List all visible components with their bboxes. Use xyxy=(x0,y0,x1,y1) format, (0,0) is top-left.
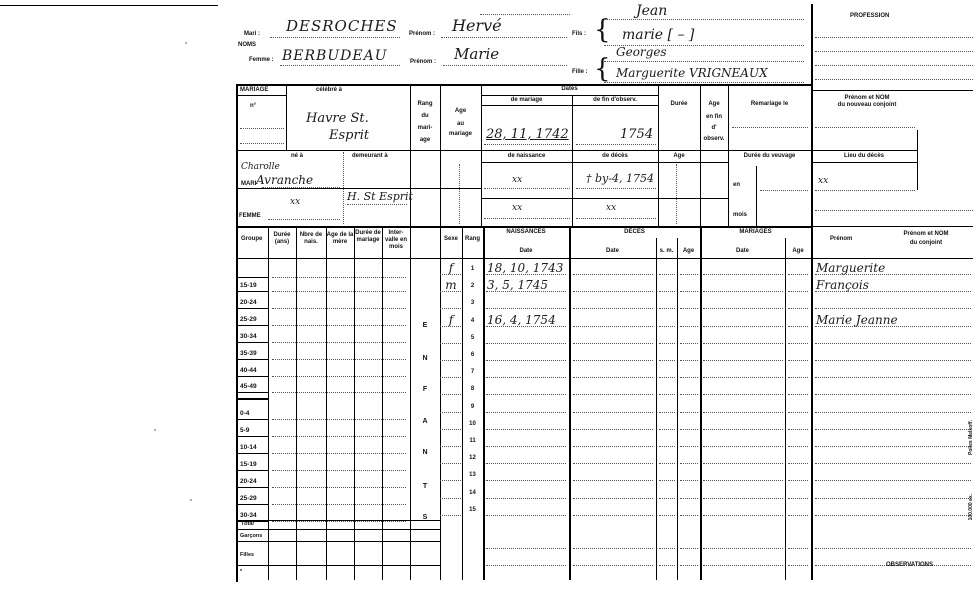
duree-veuvage-label: Durée du veuvage xyxy=(743,153,796,159)
child-prenom-field[interactable]: Marguerite xyxy=(816,261,886,275)
enfants-letter: N xyxy=(422,449,428,456)
age-fin-3: d' xyxy=(711,125,717,131)
groupe-cell: 30-34 xyxy=(240,512,257,519)
rang-cell: 7 xyxy=(470,369,475,376)
mariage-date-header: Date xyxy=(735,248,749,254)
duree-label: Durée xyxy=(670,101,688,107)
age-label-2: au xyxy=(456,121,464,127)
deces-age-header: Age xyxy=(682,248,695,254)
intervalle-header: Inter-valle en mois xyxy=(384,230,407,250)
fils-father-field[interactable]: Jean xyxy=(636,3,668,19)
prenom-nom-header-1: Prénom et NOM xyxy=(903,231,949,237)
rang-cell: 3 xyxy=(470,300,475,307)
mari-birthplace-1[interactable]: Charolle xyxy=(241,162,280,172)
nouveau-conjoint-1: Prénom et NOM xyxy=(844,95,890,101)
fille-label: Fille xyxy=(572,69,585,75)
celebre-label: célébré à xyxy=(316,87,343,93)
sexe-header: Sexe xyxy=(443,236,458,242)
femme-prenom-field[interactable]: Marie xyxy=(454,45,500,63)
nbre-nais-header: Nbre de nais. xyxy=(299,232,323,245)
groupe-cell: 25-29 xyxy=(240,495,257,502)
groupe-cell: 30-34 xyxy=(240,333,257,340)
rang-cell: 13 xyxy=(469,472,476,479)
groupe-cell: 15-19 xyxy=(240,461,257,468)
ne-a-label: né à xyxy=(291,153,304,159)
rang-label-3: mari- xyxy=(417,125,433,131)
demeurant-label: demeurant à xyxy=(352,153,388,159)
date-mariage-field[interactable]: 28, 11, 1742 xyxy=(486,127,569,142)
rang-cell: 4 xyxy=(470,317,475,324)
groupe-header: Groupe xyxy=(241,236,263,242)
mari-deces-field[interactable]: † by-4, 1754 xyxy=(586,172,654,185)
profession-label: PROFESSION xyxy=(850,13,890,19)
prenom-nom-header-2: du conjoint xyxy=(909,240,943,246)
fille-brace-icon: { xyxy=(594,54,611,84)
printer-label: Polies Melsoff. xyxy=(968,420,974,456)
groupe-cell: 20-24 xyxy=(240,299,257,306)
groupe-cell: 0-4 xyxy=(240,410,250,417)
nouveau-conjoint-2: du nouveau conjoint xyxy=(837,102,897,108)
naissance-date-header: Date xyxy=(519,248,533,254)
femme-xx-field[interactable]: xx xyxy=(290,197,301,207)
print-count-label: 100.000 ex. xyxy=(968,494,974,521)
age-fin-1: Age xyxy=(708,101,720,107)
date-fin-field[interactable]: 1754 xyxy=(620,127,654,142)
observations-label: OBSERVATIONS xyxy=(886,562,934,568)
rang-cell: 9 xyxy=(470,403,475,410)
deces-date-header: Date xyxy=(605,248,619,254)
rang-label-2: du xyxy=(421,113,429,119)
de-deces-label: de décès xyxy=(602,153,628,159)
mariages-header: MARIAGES xyxy=(739,229,772,235)
femme-name-field[interactable]: BERBUDEAU xyxy=(282,48,388,64)
rang-cell: 1 xyxy=(470,266,475,272)
noms-label: NOMS xyxy=(238,42,256,48)
fille-father-field[interactable]: Georges xyxy=(616,45,667,59)
enfants-letter: N xyxy=(422,355,428,362)
groupe-cell: 10-14 xyxy=(240,444,257,451)
child-sexe-field[interactable]: f xyxy=(448,312,454,327)
sm-header: s. m. xyxy=(659,248,674,254)
mari-naissance-field[interactable]: xx xyxy=(512,175,523,185)
child-birth-date-field[interactable]: 18, 10, 1743 xyxy=(487,261,564,275)
garcons-label: Garçons xyxy=(240,533,263,539)
child-birth-date-field[interactable]: 3, 5, 1745 xyxy=(487,278,549,293)
mari-lieu-deces-field[interactable]: xx xyxy=(818,176,829,186)
child-prenom-field[interactable]: Marie Jeanne xyxy=(816,312,898,327)
age-fin-4: observ. xyxy=(703,136,725,142)
en-label: en xyxy=(733,182,741,188)
groupe-cell: 45-49 xyxy=(240,383,257,390)
groupe-cell: 25-29 xyxy=(240,316,257,323)
femme-label: Femme xyxy=(249,57,271,63)
enfants-letter: S xyxy=(422,514,428,521)
mari-prenom-field[interactable]: Hervé xyxy=(452,16,502,35)
age-mere-header: Age de la mère xyxy=(326,232,354,245)
child-birth-date-field[interactable]: 16, 4, 1754 xyxy=(487,312,556,327)
naissances-header: NAISSANCES xyxy=(506,229,546,235)
mariage-place-2[interactable]: Esprit xyxy=(329,128,370,143)
mari-row-label: MARI xyxy=(241,181,257,187)
groupe-cell: 40-44 xyxy=(240,367,257,374)
rang-cell: 6 xyxy=(470,352,475,358)
rang-cell: 15 xyxy=(469,506,476,513)
mariage-place-1[interactable]: Havre St. xyxy=(306,111,369,126)
rang-cell: 11 xyxy=(469,438,476,444)
duree-ans-header: Durée (ans) xyxy=(273,232,291,245)
mari-prenom-label: Prénom xyxy=(409,31,432,37)
femme-deces-field[interactable]: xx xyxy=(606,203,617,213)
fils-brace-icon: { xyxy=(594,15,611,45)
rang-cell: 2 xyxy=(470,283,475,290)
age-deces-label: Age xyxy=(673,153,685,159)
dates-label: Dates xyxy=(561,86,578,92)
de-mariage-label: de mariage xyxy=(510,97,543,103)
enfants-letter: T xyxy=(422,483,428,490)
fin-observ-label: de fin d'observ. xyxy=(593,97,637,103)
enfants-letter: F xyxy=(422,386,428,393)
femme-prenom-label: Prénom xyxy=(410,59,433,65)
mari-birthplace-2[interactable]: Avranche xyxy=(256,173,314,187)
enfants-letter: A xyxy=(422,418,428,425)
remariage-label: Remariage le xyxy=(750,101,789,107)
mari-name-field[interactable]: DESROCHES xyxy=(286,17,398,35)
de-naissance-label: de naissance xyxy=(507,153,546,159)
child-prenom-field[interactable]: François xyxy=(816,278,869,293)
rang-header: Rang xyxy=(465,236,480,242)
bottom-mark: * xyxy=(240,569,243,575)
fils-label: Fils xyxy=(572,31,583,37)
mari-label: Mari xyxy=(244,31,257,37)
age-label-1: Age xyxy=(454,108,467,114)
groupe-cell: 35-39 xyxy=(240,350,257,357)
age-fin-2: en fin xyxy=(706,114,722,120)
no-label: n° xyxy=(250,103,257,109)
mari-residence-field[interactable]: H. St Esprit xyxy=(347,190,413,203)
filles-label: Filles xyxy=(240,552,255,558)
fille-mother-field[interactable]: Marguerite VRIGNEAUX xyxy=(616,66,768,80)
rang-cell: 12 xyxy=(469,455,476,462)
total-label: Total xyxy=(241,521,254,527)
mariage-title: MARIAGE xyxy=(240,87,269,93)
lieu-deces-label: Lieu du décès xyxy=(843,153,884,159)
enfants-letter: E xyxy=(422,322,428,329)
rang-cell: 5 xyxy=(470,334,475,341)
groupe-cell: 5-9 xyxy=(240,427,250,434)
femme-naissance-field[interactable]: xx xyxy=(512,203,523,213)
femme-row-label: FEMME xyxy=(239,213,261,219)
rang-cell: 8 xyxy=(470,386,475,393)
rang-cell: 14 xyxy=(469,489,476,496)
rang-label-1: Rang xyxy=(417,101,433,107)
rang-label-4: age xyxy=(419,137,431,143)
prenom-header: Prénom xyxy=(830,236,853,242)
mariage-age-header: Age xyxy=(792,248,804,254)
child-sexe-field[interactable]: f xyxy=(448,261,454,275)
age-label-3: mariage xyxy=(448,131,472,137)
rang-cell: 10 xyxy=(469,420,476,427)
fils-mother-field[interactable]: marie [ – ] xyxy=(622,27,695,43)
deces-header: DÉCÈS xyxy=(624,229,645,235)
groupe-cell: 20-24 xyxy=(240,478,257,485)
duree-mariage-header: Durée de mariage xyxy=(355,230,381,243)
child-sexe-field[interactable]: m xyxy=(445,278,457,293)
mois-label: mois xyxy=(733,212,748,218)
groupe-cell: 15-19 xyxy=(240,282,257,289)
